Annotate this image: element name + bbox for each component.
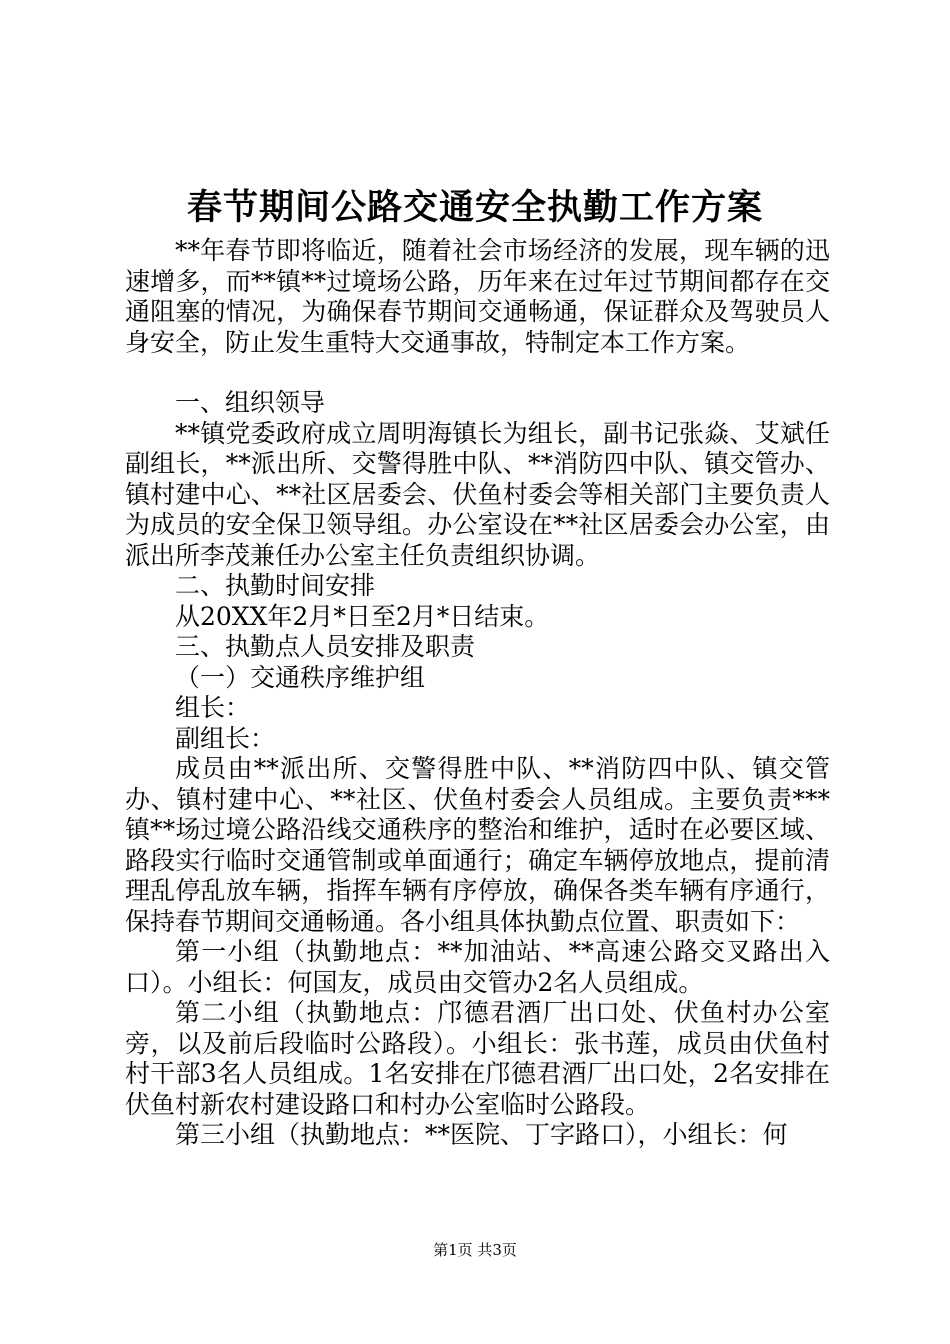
organization-paragraph: **镇党委政府成立周明海镇长为组长，副书记张焱、艾斌任副组长，**派出所、交警得胜中队、**消防四中队、镇交管办、镇村建中心、**社区居委会、伏鱼村委会等相关部门主要负责人为成员的安全保卫领导组。办公室设在**社区居委会办公室，由派出所李茂兼任办公室主任负责组织协调。: [125, 418, 830, 570]
group-leader-line: 组长：: [175, 693, 251, 722]
team-two-paragraph: 第二小组（执勤地点：邝德君酒厂出口处、伏鱼村办公室旁，以及前后段临时公路段）。小组长：张书莲，成员由伏鱼村村干部3名人员组成。1名安排在邝德君酒厂出口处，2名安排在伏鱼村新农村建设路口和村办公室临时公路段。: [125, 998, 830, 1119]
subsection-heading-traffic-group: （一）交通秩序维护组: [175, 662, 426, 692]
section-heading-organization: 一、组织领导: [175, 388, 326, 417]
deputy-leader-line: 副组长：: [175, 723, 276, 753]
intro-paragraph: **年春节即将临近，随着社会市场经济的发展，现车辆的迅速增多，而**镇**过境场公路，历年来在过年过节期间都存在交通阻塞的情况，为确保春节期间交通畅通，保证群众及驾驶员人身安全，防止发生重特大交通事故，特制定本工作方案。: [125, 236, 830, 357]
section-heading-duties: 三、执勤点人员安排及职责: [175, 632, 476, 661]
page-number-footer: 第1页 共3页: [433, 1241, 517, 1259]
document-body: [125, 236, 830, 1151]
team-one-paragraph: 第一小组（执勤地点：**加油站、**高速公路交叉路出入口）。小组长：何国友，成员由交管办2名人员组成。: [125, 937, 830, 997]
section-heading-schedule: 二、执勤时间安排: [175, 571, 376, 600]
members-paragraph: 成员由**派出所、交警得胜中队、**消防四中队、镇交管办、镇村建中心、**社区、伏鱼村委会人员组成。主要负责***镇**场过境公路沿线交通秩序的整治和维护，适时在必要区域、路段实行临时交通管制或单面通行；确定车辆停放地点，提前清理乱停乱放车辆，指挥车辆有序停放，确保各类车辆有序通行，保持春节期间交通畅通。各小组具体执勤点位置、职责如下：: [125, 754, 830, 936]
team-three-paragraph: 第三小组（执勤地点：**医院、丁字路口），小组长：何: [175, 1120, 788, 1149]
schedule-paragraph: 从20XX年2月*日至2月*日结束。: [175, 601, 550, 631]
paragraph-gap: [125, 358, 830, 388]
document-title: 春节期间公路交通安全执勤工作方案: [186, 187, 763, 228]
